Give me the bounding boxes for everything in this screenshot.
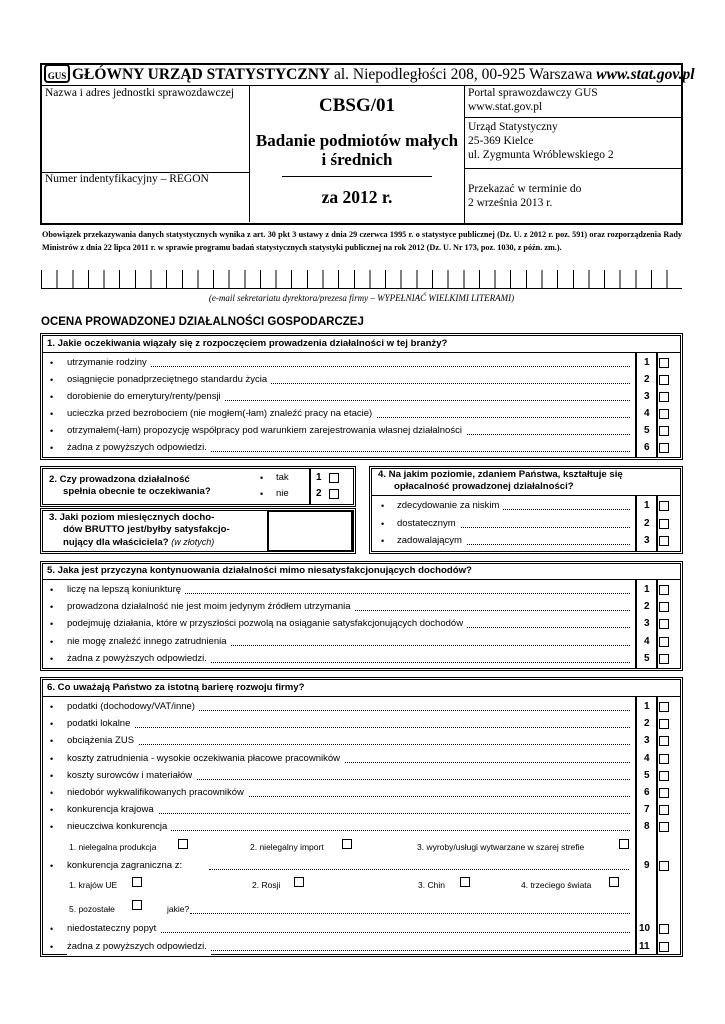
q1-option-checkbox[interactable] xyxy=(659,443,669,453)
q6-option-label: podatki (dochodowy/VAT/inne) xyxy=(67,699,199,715)
bullet: • xyxy=(50,375,54,385)
q1-option-label: dorobienie do emerytury/renty/pensji xyxy=(67,389,225,405)
q6-unfair-sub-checkbox[interactable] xyxy=(619,839,629,849)
q6-tail-option-label: niedostateczny popyt xyxy=(67,921,160,937)
email-input[interactable] xyxy=(41,270,682,289)
bullet: • xyxy=(50,619,54,630)
office-line-1: Urząd Statystyczny xyxy=(468,121,558,133)
q4-option-checkbox[interactable] xyxy=(659,519,669,529)
office-line-2: 25-369 Kielce xyxy=(468,135,534,147)
q6-foreign-sub-label: 3. Chin xyxy=(418,880,445,890)
office-line-3: ul. Zygmunta Wróblewskiego 2 xyxy=(468,149,614,161)
header-title-line xyxy=(72,65,695,85)
q6-title: 6. Co uważają Państwo za istotną barierę rozwoju firmy? xyxy=(47,682,305,693)
leader-dots xyxy=(67,744,630,745)
q6-foreign-sub-label: 5. pozostałe xyxy=(69,904,115,914)
q4-option-checkbox[interactable] xyxy=(659,536,669,546)
q6-foreign-sub-checkbox[interactable] xyxy=(294,877,304,887)
q6-option-num: 7 xyxy=(644,804,650,816)
q6-tail-option-num: 11 xyxy=(639,940,650,952)
q6-foreign-sub-label: 2. Rosji xyxy=(252,880,281,890)
bullet: • xyxy=(50,426,54,436)
q5-option-checkbox[interactable] xyxy=(659,585,669,595)
org-name: GŁÓWNY URZĄD STATYSTYCZNY xyxy=(72,66,331,83)
q1-option-num: 6 xyxy=(644,442,650,453)
q6-tail-option-label: żadna z powyższych odpowiedzi. xyxy=(67,939,211,955)
q6-option-label: konkurencja krajowa xyxy=(67,802,158,818)
bullet: • xyxy=(50,924,54,934)
q2-option-num: 1 xyxy=(316,472,322,483)
q6-foreign-checkbox[interactable] xyxy=(659,861,669,871)
q1-option-num: 3 xyxy=(644,391,650,402)
bullet: • xyxy=(50,443,54,453)
q1-option-checkbox[interactable] xyxy=(659,358,669,368)
q6-foreign-label: konkurencja zagraniczna z: xyxy=(67,860,183,871)
q1-option-label: utrzymanie rodziny xyxy=(67,355,151,371)
deadline-line-2: 2 września 2013 r. xyxy=(468,197,553,209)
q6-which-input[interactable] xyxy=(190,913,630,914)
section-title: OCENA PROWADZONEJ DZIAŁALNOŚCI GOSPODARCZEJ xyxy=(41,316,364,328)
form-title-line-2: i średnich xyxy=(321,150,393,169)
q6-foreign-sub-checkbox[interactable] xyxy=(132,900,142,910)
q1-title: 1. Jakie oczekiwania wiązały się z rozpoczęciem prowadzenia działalności w tej branży? xyxy=(47,338,448,349)
q6-unfair-sub-label: 3. wyroby/usługi wytwarzane w szarej strefie xyxy=(417,842,585,852)
q6-which-label: jakie? xyxy=(167,904,190,914)
legal-note: Obowiązek przekazywania danych statystycznych wynika z art. 30 pkt 3 ustawy z dnia 29 czerwca 1995 r. o statystyce publicznej (Dz. U. z 2012 r. poz. 591) oraz rozporządzenia Rady Ministrów z dnia 22 lipca 2011 r. w sprawie programu badań statystycznych statystyki publicznej na rok 2012 (Dz. U. Nr 173, poz. 1030, z późn. zm.). xyxy=(42,230,682,252)
q1-option-checkbox[interactable] xyxy=(659,409,669,419)
q1-option-label: ucieczka przed bezrobociem (nie mogłem(-łam) znaleźć pracy na etacie) xyxy=(67,406,376,422)
bullet: • xyxy=(50,753,54,764)
q5-option-label: nie mogę znaleźć innego zatrudnienia xyxy=(67,634,231,650)
q4-option-checkbox[interactable] xyxy=(659,501,669,511)
q5-option-label: podejmuję działania, które w przyszłości pozwolą na osiąganie satysfakcjonujących dochodów xyxy=(67,616,467,632)
bullet: • xyxy=(50,719,54,730)
form-period: za 2012 r. xyxy=(321,187,393,207)
q5-option-checkbox[interactable] xyxy=(659,654,669,664)
bullet: • xyxy=(50,636,54,647)
logo-text: GUS xyxy=(47,71,67,81)
q5-option-label: żadna z powyższych odpowiedzi. xyxy=(67,651,211,667)
q6-foreign-sub-checkbox[interactable] xyxy=(609,877,619,887)
form-code: CBSG/01 xyxy=(318,95,396,116)
q6-option-num: 3 xyxy=(644,735,650,747)
bullet: • xyxy=(50,585,54,595)
q5-option-label: prowadzona działalność nie jest moim jedynym źródłem utrzymania xyxy=(67,599,355,615)
bullet: • xyxy=(50,822,54,833)
q6-option-label: nieuczciwa konkurencja xyxy=(67,819,171,835)
q4-option-num: 1 xyxy=(644,500,650,511)
q1-option-num: 4 xyxy=(644,408,650,419)
q6-foreign-sub-checkbox[interactable] xyxy=(132,877,142,887)
q6-unfair-sub-label: 1. nielegalna produkcja xyxy=(69,842,157,852)
q5-option-checkbox[interactable] xyxy=(659,619,669,629)
q6-foreign-sub-checkbox[interactable] xyxy=(460,877,470,887)
q6-option-checkbox[interactable] xyxy=(659,754,669,764)
q2-yes-checkbox[interactable] xyxy=(329,473,339,483)
bullet: • xyxy=(50,941,54,952)
bullet: • xyxy=(50,653,54,664)
logo xyxy=(44,64,70,83)
q4-option-num: 3 xyxy=(644,535,650,546)
q2-title-2: spełnia obecnie te oczekiwania? xyxy=(63,486,211,497)
q6-option-checkbox[interactable] xyxy=(659,736,669,746)
q6-option-label: podatki lokalne xyxy=(67,716,134,732)
org-address: al. Niepodległości 208, 00-925 Warszawa xyxy=(333,66,593,83)
portal-line-2: www.stat.gov.pl xyxy=(468,101,543,113)
bullet: • xyxy=(50,805,54,816)
bullet: • xyxy=(381,518,385,529)
bullet: • xyxy=(381,501,385,511)
q5-option-num: 4 xyxy=(644,635,650,647)
q1-option-label: żadna z powyższych odpowiedzi. xyxy=(67,440,211,456)
q1-option-checkbox[interactable] xyxy=(659,426,669,436)
q4-option-label: zdecydowanie za niskim xyxy=(397,498,503,514)
q2-no-checkbox[interactable] xyxy=(329,489,339,499)
q1-option-label: otrzymałem(-łam) propozycję współpracy pod warunkiem zarejestrowania własnej działalności xyxy=(67,423,466,439)
bullet: • xyxy=(50,358,54,368)
q3-title-1: 3. Jaki poziom miesięcznych docho- xyxy=(49,512,215,523)
q6-option-label: obciążenia ZUS xyxy=(67,733,138,749)
q6-option-label: niedobór wykwalifikowanych pracowników xyxy=(67,785,248,801)
bullet: • xyxy=(50,736,54,747)
q6-unfair-sub-checkbox[interactable] xyxy=(178,839,188,849)
q6-foreign-sub-label: 1. krajów UE xyxy=(69,880,118,890)
q1-option-num: 5 xyxy=(644,425,650,436)
deadline-line-1: Przekazać w terminie do xyxy=(468,183,582,195)
portal-line-1: Portal sprawozdawczy GUS xyxy=(468,87,598,99)
q5-option-num: 2 xyxy=(644,601,650,613)
q3-title-3: nujący dla właściciela? xyxy=(63,537,169,548)
q1-option-num: 2 xyxy=(644,374,650,385)
q4-option-label: dostatecznym xyxy=(397,516,460,532)
q6-option-num: 1 xyxy=(644,701,650,712)
q6-option-num: 2 xyxy=(644,718,650,730)
q5-option-num: 1 xyxy=(644,584,650,595)
q6-foreign-num: 9 xyxy=(644,860,650,871)
unit-name-field[interactable] xyxy=(41,86,250,222)
q1-option-label: osiągnięcie ponadprzeciętnego standardu życia xyxy=(67,372,271,388)
q4-title-1: 4. Na jakim poziomie, zdaniem Państwa, kształtuje się xyxy=(378,469,623,480)
unit-name-label: Nazwa i adres jednostki sprawozdawczej xyxy=(45,87,235,99)
q6-option-num: 4 xyxy=(644,752,650,764)
q5-title: 5. Jaka jest przyczyna kontynuowania działalności mimo niesatysfakcjonujących dochodów? xyxy=(47,565,472,576)
q6-option-checkbox[interactable] xyxy=(659,805,669,815)
q6-option-label: koszty surowców i materiałów xyxy=(67,768,196,784)
q6-tail-option-checkbox[interactable] xyxy=(659,942,669,952)
q6-option-checkbox[interactable] xyxy=(659,788,669,798)
email-caption: (e-mail sekretariatu dyrektora/prezesa firmy – WYPEŁNIAĆ WIELKIMI LITERAMI) xyxy=(208,293,515,303)
q1-option-checkbox[interactable] xyxy=(659,392,669,402)
q6-option-num: 8 xyxy=(644,821,650,833)
bullet: • xyxy=(50,770,54,781)
leader-dots xyxy=(67,727,630,728)
bullet: • xyxy=(381,536,385,546)
q1-option-num: 1 xyxy=(644,357,650,368)
bullet: • xyxy=(50,602,54,613)
q4-option-num: 2 xyxy=(644,517,650,529)
q4-option-label: zadowalającym xyxy=(397,533,466,549)
q3-title-note: (w złotych) xyxy=(171,537,215,547)
q6-option-checkbox[interactable] xyxy=(659,822,669,832)
bullet: • xyxy=(50,392,54,402)
q6-unfair-sub-label: 2. nielegalny import xyxy=(250,842,324,852)
q6-tail-option-checkbox[interactable] xyxy=(659,924,669,934)
q6-option-num: 6 xyxy=(644,787,650,798)
q2-title-1: 2. Czy prowadzona działalność xyxy=(49,474,190,485)
q2-option-label: nie xyxy=(276,488,289,499)
bullet: • xyxy=(50,409,54,419)
q5-option-checkbox[interactable] xyxy=(659,637,669,647)
q6-option-num: 5 xyxy=(644,769,650,781)
leader-dots xyxy=(67,366,630,367)
q4-title-2: opłacalność prowadzonej działalności? xyxy=(394,481,574,492)
regon-label: Numer indentyfikacyjny – REGON xyxy=(45,173,209,185)
q5-option-label: liczę na lepszą koniunkturę xyxy=(67,582,185,598)
q2-option-label: tak xyxy=(276,472,289,483)
q6-foreign-sub-label: 4. trzeciego świata xyxy=(521,880,592,890)
form-title-line-1: Badanie podmiotów małych xyxy=(255,131,459,150)
q2-option-num: 2 xyxy=(316,488,322,499)
q6-option-checkbox[interactable] xyxy=(659,719,669,729)
q3-income-input[interactable] xyxy=(267,510,353,552)
q6-option-checkbox[interactable] xyxy=(659,771,669,781)
q6-option-label: koszty zatrudnienia - wysokie oczekiwania płacowe pracowników xyxy=(67,751,344,767)
bullet: • xyxy=(50,788,54,798)
q3-title-2: dów BRUTTO jest/byłby satysfakcjo- xyxy=(63,524,230,535)
q1-option-checkbox[interactable] xyxy=(659,375,669,385)
q5-option-num: 3 xyxy=(644,618,650,630)
q6-option-checkbox[interactable] xyxy=(659,702,669,712)
org-website: www.stat.gov.pl xyxy=(596,66,695,83)
q5-option-num: 5 xyxy=(644,652,650,664)
q5-option-checkbox[interactable] xyxy=(659,602,669,612)
q6-tail-option-num: 10 xyxy=(639,923,651,934)
bullet: • xyxy=(50,702,54,712)
q6-unfair-sub-checkbox[interactable] xyxy=(342,839,352,849)
